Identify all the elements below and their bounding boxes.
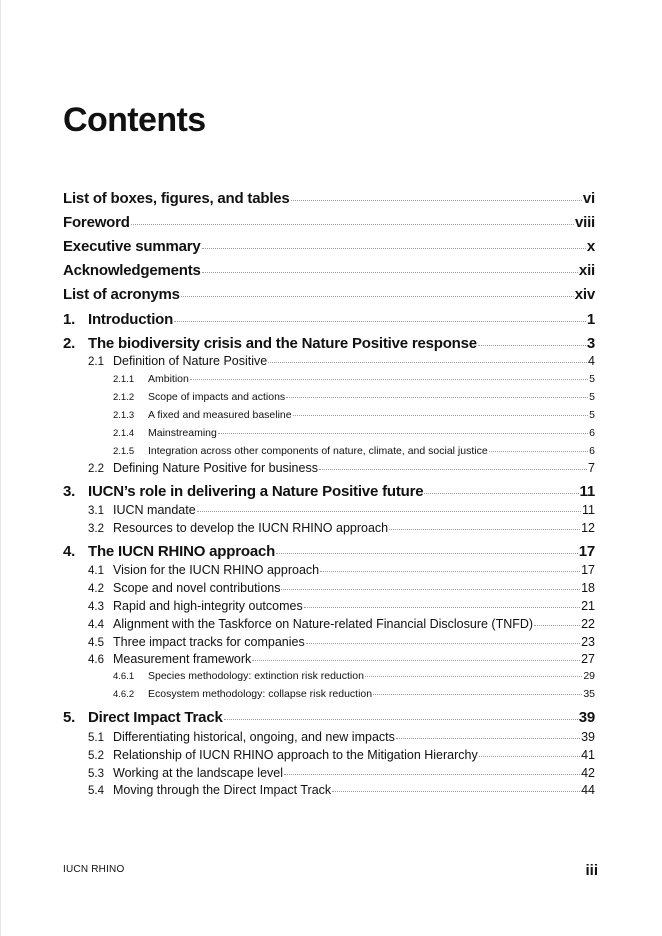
footer-publication: IUCN RHINO <box>63 864 125 875</box>
dot-leader <box>174 320 586 322</box>
toc-entry-page: xii <box>578 262 595 279</box>
dot-leader <box>396 737 580 739</box>
toc-entry-page: viii <box>574 214 595 231</box>
toc-frontmatter-entry[interactable] <box>63 286 595 303</box>
dot-leader <box>224 718 578 720</box>
toc-chapter-entry[interactable] <box>63 335 595 352</box>
toc-entry-page: 17 <box>581 563 595 577</box>
toc-entry-page: 23 <box>581 635 595 649</box>
toc-entry-number: 4.1 <box>88 565 104 577</box>
toc-entry-page: 5 <box>589 409 595 421</box>
dot-leader <box>389 528 580 530</box>
toc-entry-number: 3. <box>63 483 76 500</box>
dot-leader <box>286 396 588 398</box>
toc-entry-page: 17 <box>578 543 595 560</box>
toc-entry-number: 2.1 <box>88 356 104 368</box>
toc-frontmatter-entry[interactable] <box>63 214 595 231</box>
toc-entry-number: 5.4 <box>88 785 104 797</box>
dot-leader <box>281 588 580 590</box>
dot-leader <box>131 223 574 225</box>
toc-entry-number: 2.1.5 <box>113 446 135 457</box>
toc-subsection-entry[interactable] <box>113 391 595 403</box>
toc-entry-number: 5. <box>63 709 76 726</box>
toc-entry-number: 3.2 <box>88 523 104 535</box>
toc-section-entry[interactable] <box>88 521 595 535</box>
toc-entry-page: 3 <box>586 335 595 352</box>
toc-entry-number: 2. <box>63 335 76 352</box>
dot-leader <box>320 570 580 572</box>
toc-entry-title: IUCN’s role in delivering a Nature Positive future <box>88 483 424 500</box>
toc-entry-title: Integration across other components of nature, climate, and social justice <box>148 445 488 457</box>
dot-leader <box>319 468 587 470</box>
toc-chapter-entry[interactable] <box>63 543 595 560</box>
toc-entry-title: Measurement framework <box>113 652 252 666</box>
toc-entry-page: 6 <box>589 445 595 457</box>
dot-leader <box>304 606 580 608</box>
footer-page-number: iii <box>585 862 598 879</box>
toc-section-entry[interactable] <box>88 783 595 797</box>
toc-entry-title: Three impact tracks for companies <box>113 635 305 649</box>
toc-frontmatter-entry[interactable] <box>63 238 595 255</box>
toc-entry-number: 5.2 <box>88 750 104 762</box>
toc-entry-page: 1 <box>586 311 595 328</box>
toc-entry-title: Differentiating historical, ongoing, and new impacts <box>113 730 395 744</box>
dot-leader <box>181 295 574 297</box>
toc-entry-title: Mainstreaming <box>148 427 217 439</box>
dot-leader <box>489 450 588 452</box>
toc-entry-number: 5.3 <box>88 768 104 780</box>
dot-leader <box>202 271 578 273</box>
toc-entry-page: x <box>586 238 595 255</box>
toc-entry-page: 39 <box>581 730 595 744</box>
toc-entry-title: Vision for the IUCN RHINO approach <box>113 563 320 577</box>
toc-subsection-entry[interactable] <box>113 427 595 439</box>
toc-frontmatter-entry[interactable] <box>63 190 595 207</box>
toc-entry-title: Rapid and high-integrity outcomes <box>113 599 303 613</box>
toc-entry-title: Scope and novel contributions <box>113 581 281 595</box>
dot-leader <box>293 414 589 416</box>
toc-entry-page: 22 <box>581 617 595 631</box>
toc-entry-title: Executive summary <box>63 238 201 255</box>
toc-entry-page: 18 <box>581 581 595 595</box>
dot-leader <box>252 659 580 661</box>
toc-section-entry[interactable] <box>88 581 595 595</box>
page-title: Contents <box>63 101 206 139</box>
toc-frontmatter-entry[interactable] <box>63 262 595 279</box>
toc-entry-number: 2.1.3 <box>113 410 135 421</box>
toc-subsection-entry[interactable] <box>113 445 595 457</box>
toc-entry-page: 11 <box>582 503 595 517</box>
toc-entry-page: 35 <box>583 688 595 700</box>
dot-leader <box>479 755 580 757</box>
dot-leader <box>190 378 588 380</box>
dot-leader <box>202 247 586 249</box>
dot-leader <box>424 492 578 494</box>
toc-entry-number: 1. <box>63 311 76 328</box>
toc-entry-title: IUCN mandate <box>113 503 196 517</box>
toc-entry-page: 44 <box>581 783 595 797</box>
toc-entry-title: Relationship of IUCN RHINO approach to the Mitigation Hierarchy <box>113 748 478 762</box>
toc-entry-number: 2.1.2 <box>113 392 135 403</box>
dot-leader <box>284 773 580 775</box>
toc-entry-page: 5 <box>589 391 595 403</box>
toc-entry-title: Direct Impact Track <box>88 709 223 726</box>
toc-entry-page: 11 <box>579 483 595 500</box>
toc-entry-number: 4.3 <box>88 601 104 613</box>
dot-leader <box>306 642 580 644</box>
dot-leader <box>268 361 587 363</box>
toc-entry-number: 4.5 <box>88 637 104 649</box>
toc-section-entry[interactable] <box>88 354 595 368</box>
toc-entry-title: Scope of impacts and actions <box>148 391 286 403</box>
toc-entry-title: Moving through the Direct Impact Track <box>113 783 332 797</box>
toc-entry-page: 6 <box>589 427 595 439</box>
toc-entry-page: 12 <box>581 521 595 535</box>
toc-entry-page: 41 <box>581 748 595 762</box>
toc-subsection-entry[interactable] <box>113 373 595 385</box>
toc-entry-number: 4.4 <box>88 619 104 631</box>
toc-entry-title: Working at the landscape level <box>113 766 284 780</box>
toc-entry-page: 42 <box>581 766 595 780</box>
dot-leader <box>332 790 580 792</box>
toc-entry-page: vi <box>582 190 595 207</box>
toc-entry-page: 21 <box>581 599 595 613</box>
toc-section-entry[interactable] <box>88 599 595 613</box>
toc-entry-number: 4.6.2 <box>113 689 135 700</box>
toc-entry-title: A fixed and measured baseline <box>148 409 292 421</box>
toc-entry-number: 4. <box>63 543 76 560</box>
toc-section-entry[interactable] <box>88 730 595 744</box>
toc-entry-title: Species methodology: extinction risk reduction <box>148 670 364 682</box>
toc-entry-title: Foreword <box>63 214 130 231</box>
toc-section-entry[interactable] <box>88 766 595 780</box>
dot-leader <box>365 675 582 677</box>
toc-section-entry[interactable] <box>88 617 595 631</box>
toc-entry-number: 4.6.1 <box>113 671 135 682</box>
toc-entry-title: Resources to develop the IUCN RHINO approach <box>113 521 389 535</box>
toc-entry-page: 4 <box>588 354 595 368</box>
toc-chapter-entry[interactable] <box>63 709 595 726</box>
toc-entry-title: Defining Nature Positive for business <box>113 461 318 475</box>
dot-leader <box>291 199 582 201</box>
toc-entry-number: 2.1.1 <box>113 374 135 385</box>
toc-entry-number: 4.2 <box>88 583 104 595</box>
toc-entry-number: 4.6 <box>88 654 104 666</box>
toc-entry-page: 7 <box>588 461 595 475</box>
toc-subsection-entry[interactable] <box>113 688 595 700</box>
toc-entry-page: 29 <box>583 670 595 682</box>
dot-leader <box>534 624 580 626</box>
toc-entry-title: Definition of Nature Positive <box>113 354 268 368</box>
toc-entry-number: 3.1 <box>88 505 104 517</box>
toc-section-entry[interactable] <box>88 503 595 517</box>
toc-subsection-entry[interactable] <box>113 670 595 682</box>
page-edge <box>0 0 1 936</box>
toc-entry-title: List of boxes, figures, and tables <box>63 190 290 207</box>
toc-entry-title: Ecosystem methodology: collapse risk reduction <box>148 688 373 700</box>
toc-entry-title: List of acronyms <box>63 286 180 303</box>
dot-leader <box>197 510 581 512</box>
dot-leader <box>218 432 588 434</box>
toc-section-entry[interactable] <box>88 635 595 649</box>
toc-section-entry[interactable] <box>88 563 595 577</box>
toc-chapter-entry[interactable] <box>63 311 595 328</box>
toc-entry-title: Acknowledgements <box>63 262 201 279</box>
toc-entry-number: 2.2 <box>88 463 104 475</box>
toc-entry-title: The biodiversity crisis and the Nature Positive response <box>88 335 477 352</box>
toc-section-entry[interactable] <box>88 461 595 475</box>
toc-entry-number: 5.1 <box>88 732 104 744</box>
toc-section-entry[interactable] <box>88 652 595 666</box>
dot-leader <box>478 344 586 346</box>
toc-entry-page: 39 <box>578 709 595 726</box>
toc-subsection-entry[interactable] <box>113 409 595 421</box>
toc-entry-title: Alignment with the Taskforce on Nature-related Financial Disclosure (TNFD) <box>113 617 534 631</box>
toc-section-entry[interactable] <box>88 748 595 762</box>
toc-entry-page: xiv <box>574 286 595 303</box>
dot-leader <box>276 552 578 554</box>
dot-leader <box>373 693 582 695</box>
toc-entry-title: Introduction <box>88 311 174 328</box>
toc-entry-page: 27 <box>581 652 595 666</box>
toc-entry-page: 5 <box>589 373 595 385</box>
toc-entry-title: Ambition <box>148 373 189 385</box>
toc-entry-title: The IUCN RHINO approach <box>88 543 276 560</box>
toc-entry-number: 2.1.4 <box>113 428 135 439</box>
toc-chapter-entry[interactable] <box>63 483 595 500</box>
